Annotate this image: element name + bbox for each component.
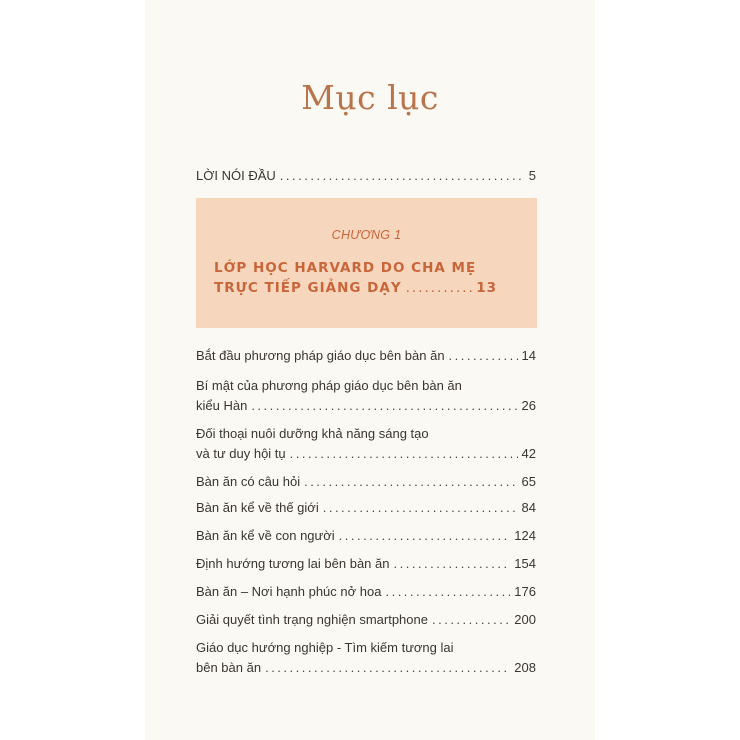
chapter-banner [196,198,537,328]
toc-entry-page: 42 [521,446,536,461]
toc-entry-label-cont: và tư duy hội tụ [196,446,286,461]
toc-entry-label: Bàn ăn có câu hỏi [196,474,301,489]
dot-leader [432,610,510,630]
page-title: Mục lục [301,78,439,117]
chapter-title-line2: TRỰC TIẾP GIẢNG DẠY [214,280,402,296]
toc-entry [196,376,536,416]
toc-entry [196,582,536,602]
dot-leader [393,554,510,574]
toc-entry [196,498,536,518]
dot-leader [280,166,525,186]
dot-leader [304,472,517,492]
toc-entry-label: Định hướng tương lai bên bàn ăn [196,556,390,571]
toc-entry-label: Đối thoại nuôi dưỡng khả năng sáng tạo [196,426,429,441]
toc-entry [196,472,536,492]
dot-leader [406,280,473,296]
chapter-number: CHƯƠNG 1 [331,228,402,242]
toc-entry-page: 124 [514,528,536,543]
toc-entry-label: Giải quyết tình trạng nghiện smartphone [196,612,428,627]
toc-entry-label-cont: kiểu Hàn [196,398,248,413]
toc-entry [196,638,536,678]
toc-entry [196,554,536,574]
chapter-title-line1: LỚP HỌC HARVARD DO CHA MẸ [214,260,477,276]
dot-leader [251,396,517,416]
toc-entry-label: Bàn ăn kể về con người [196,528,335,543]
toc-entry-page: 154 [514,556,536,571]
toc-entry-page: 208 [514,660,536,675]
dot-leader [265,658,510,678]
chapter-title-line2-row [214,280,497,296]
toc-entry-label: Bàn ăn kể về thế giới [196,500,319,515]
toc-entry [196,424,536,464]
toc-entry-page: 176 [514,584,536,599]
toc-entry [196,526,536,546]
dot-leader [323,498,518,518]
toc-entry-label: Bắt đầu phương pháp giáo dục bên bàn ăn [196,348,445,363]
toc-entry-page: 26 [521,398,536,413]
toc-entry-label: LỜI NÓI ĐẦU [196,168,276,183]
dot-leader [339,526,511,546]
toc-entry-preface [196,166,536,186]
chapter-page: 13 [476,280,497,296]
toc-entry-page: 14 [521,348,536,363]
dot-leader [449,346,518,366]
dot-leader [385,582,510,602]
toc-entry [196,610,536,630]
toc-entry-label: Bàn ăn – Nơi hạnh phúc nở hoa [196,584,382,599]
toc-entry-label-cont: bên bàn ăn [196,660,262,675]
toc-entry-label: Bí mật của phương pháp giáo dục bên bàn ăn [196,378,462,393]
toc-entry-label: Giáo dục hướng nghiệp - Tìm kiếm tương lai [196,640,454,655]
dot-leader [290,444,518,464]
toc-entry-page: 65 [521,474,536,489]
toc-entry-page: 5 [528,168,536,183]
toc-entry-page: 200 [514,612,536,627]
toc-entry-page: 84 [521,500,536,515]
toc-entry [196,346,536,366]
